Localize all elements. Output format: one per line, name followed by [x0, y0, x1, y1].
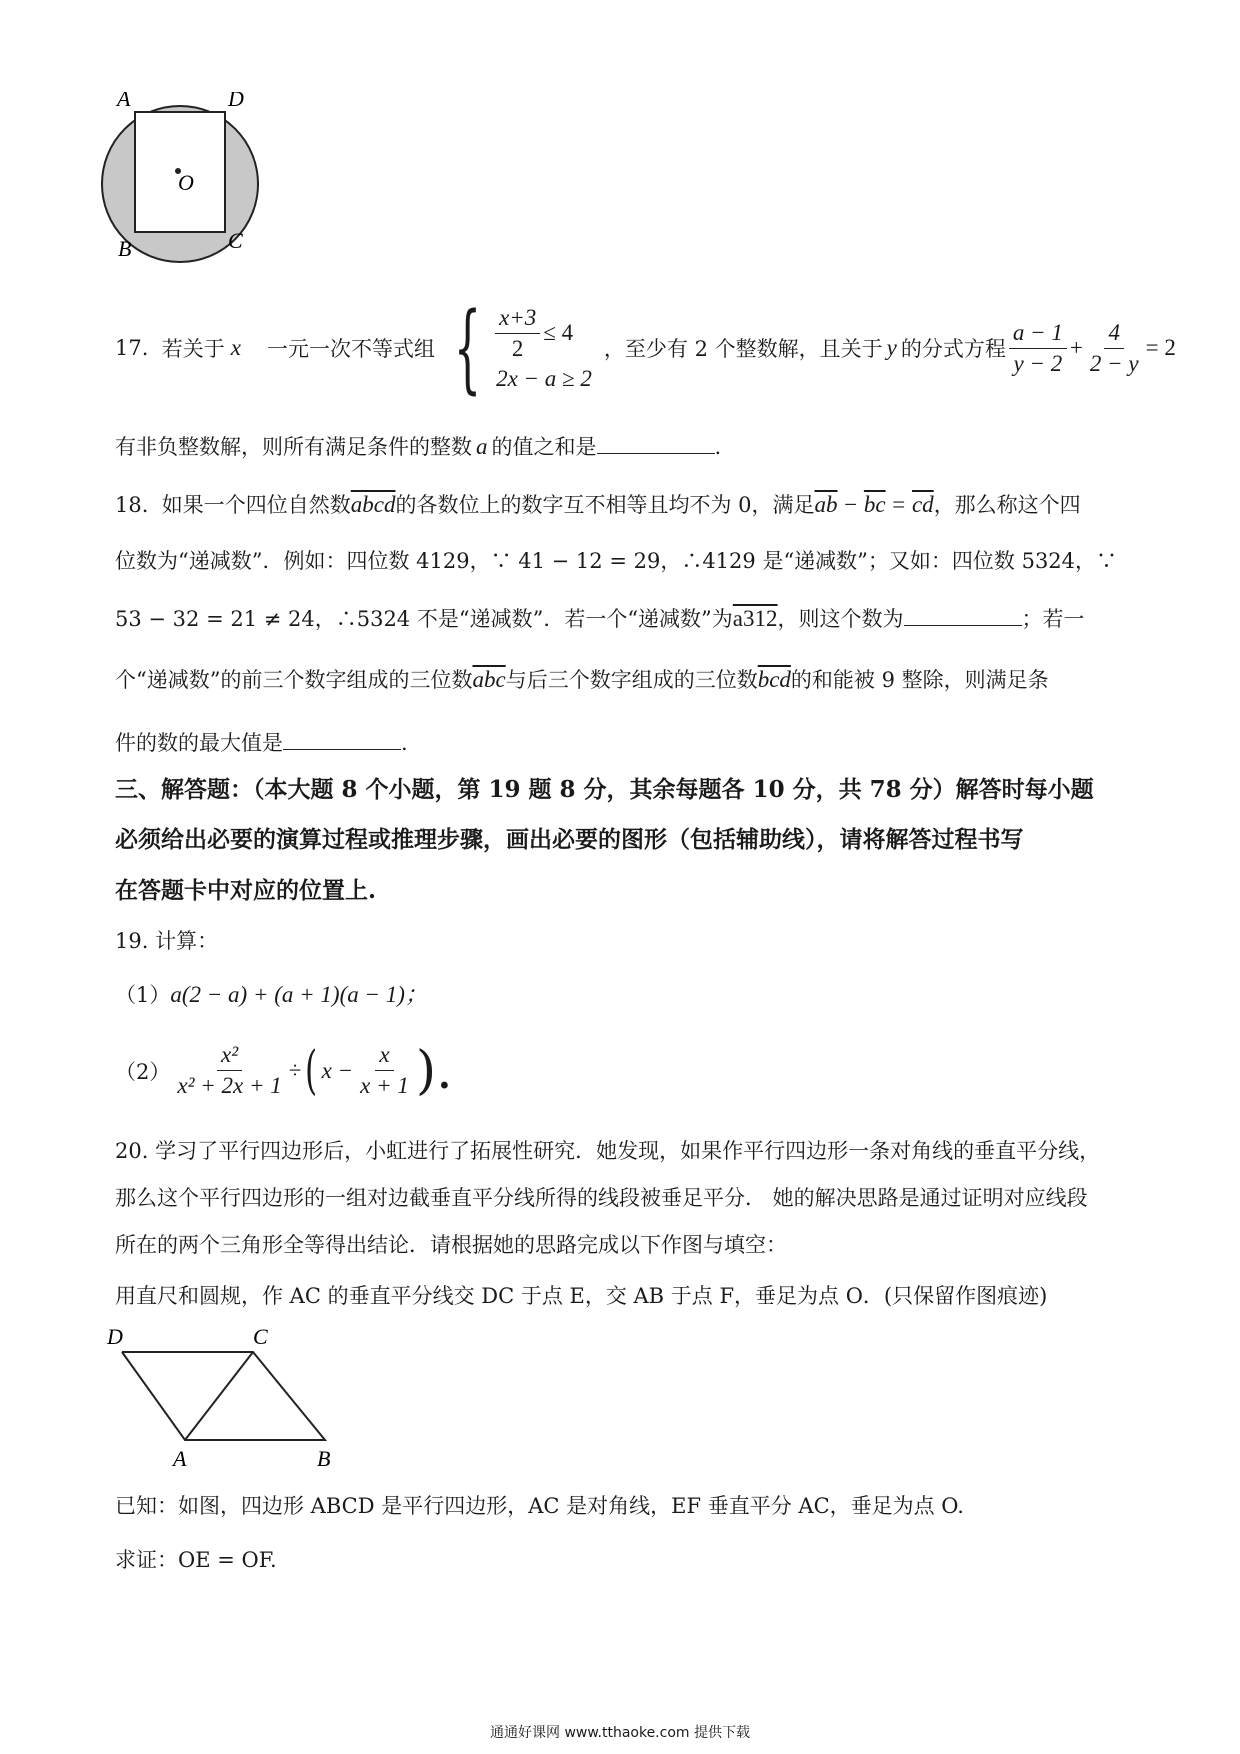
- label-o: O: [178, 170, 194, 195]
- q18-line1: 18. 如果一个四位自然数abcd的各数位上的数字互不相等且均不为 0，满足$\overline{ab} - \overline{bc} = \overline{cd}$，那么称这个四: [115, 492, 1081, 517]
- q19-part2: （2） $\frac{\text{x²}}{\text{x² + 2x + 1}}$ ÷ ( x − $\frac{x}{x + 1}$ ).: [115, 1040, 453, 1101]
- q17-text4: 的分式方程: [900, 337, 1006, 361]
- q17-text1: 若关于: [161, 337, 225, 361]
- q20-prove: 求证：OE = OF.: [115, 1548, 277, 1572]
- q17-x: x: [230, 335, 241, 360]
- label-a: A: [117, 92, 131, 111]
- label-c: C: [253, 1324, 268, 1349]
- q18-answer-blank-1[interactable]: [904, 607, 1022, 626]
- ineq-row2: 2x − a ≥ 2: [496, 365, 592, 391]
- left-brace: {: [453, 292, 482, 404]
- q20-given: 已知：如图，四边形 ABCD 是平行四边形，AC 是对角线，EF 垂直平分 AC，垂足为点 O.: [115, 1494, 964, 1518]
- q17-number: 17.: [115, 336, 149, 360]
- label-a: A: [173, 1446, 187, 1471]
- q18-line4: 个“递减数”的前三个数字组成的三位数$\overline{abc}$与后三个数字组成的三位数$\overline{bcd}$的和能被 9 整除，则满足条: [115, 667, 1049, 692]
- diagonal-ac: [185, 1352, 253, 1440]
- q20-line4: 用直尺和圆规，作 AC 的垂直平分线交 DC 于点 E，交 AB 于点 F，垂足为点 O．(只保留作图痕迹): [115, 1284, 1048, 1308]
- ineq-fraction: [495, 303, 540, 364]
- label-b: B: [118, 236, 132, 261]
- q17-text2: 一元一次不等式组: [266, 337, 435, 361]
- label-b: B: [317, 1446, 331, 1471]
- parallelogram-figure: [105, 1322, 345, 1472]
- label-c: C: [228, 228, 243, 253]
- q17-text3: ，至少有 2 个整数解，且关于: [603, 337, 883, 361]
- q20-line3: 所在的两个三角形全等得出结论．请根据她的思路完成以下作图与填空：: [115, 1233, 787, 1257]
- eq-fraction-1: $\frac{a - 1}{y - 2}$: [1009, 318, 1067, 379]
- q17-line1: 17. 若关于 x 一元一次不等式组 { $\frac{x+3}{2}$ ≤ 4 2x − a ≥ 2 ，至少有 2 个整数解，且关于 y 的分式方程 $\frac{a - 1}{y - 2}$ + $\frac{4}{2 - y}$ = 2: [115, 292, 1176, 404]
- q20-line2: 那么这个平行四边形的一组对边截垂直平分线所得的线段被垂足平分． 她的解决思路是通过证明对应线段: [115, 1186, 1088, 1210]
- section3-line2: 必须给出必要的演算过程或推理步骤，画出必要的图形（包括辅助线），请将解答过程书写: [115, 826, 1024, 853]
- q20-line1: 20. 学习了平行四边形后，小虹进行了拓展性研究．她发现，如果作平行四边形一条对角线的垂直平分线，: [115, 1139, 1101, 1163]
- q18-line3: 53 − 32 = 21 ≠ 24，∴5324 不是“递减数”．若一个“递减数”为a312，则这个数为 ；若一: [115, 606, 1085, 631]
- q19-part1: （1）a(2 − a) + (a + 1)(a − 1)；: [115, 982, 428, 1007]
- eq-fraction-2: $\frac{4}{2 - y}$: [1089, 319, 1139, 376]
- q17-line2: 有非负整数解，则所有满足条件的整数 a 的值之和是 .: [115, 434, 722, 459]
- q18-line5: 件的数的最大值是 .: [115, 731, 408, 755]
- ineq-rel1: ≤ 4: [543, 320, 574, 345]
- q19-title: 19. 计算：: [115, 929, 219, 953]
- ineq-den: 2: [511, 335, 524, 361]
- page-footer: 通通好课网 www.tthaoke.com 提供下载: [490, 1725, 750, 1741]
- part2-inner-fraction: $\frac{x}{x + 1}$: [360, 1042, 409, 1098]
- q18-answer-blank-2[interactable]: [283, 731, 401, 750]
- circle-rectangle-figure: [100, 92, 300, 292]
- eq-rhs: = 2: [1145, 335, 1176, 360]
- inequality-system: [437, 292, 592, 404]
- parallelogram-abcd: [122, 1352, 325, 1440]
- section3-line3: 在答题卡中对应的位置上.: [115, 877, 377, 904]
- q17-answer-blank[interactable]: [597, 435, 715, 454]
- q17-y: y: [886, 335, 897, 360]
- q18-line2: 位数为“递减数”．例如：四位数 4129，∵ 41 − 12 = 29，∴4129 是“递减数”；又如：四位数 5324，∵: [115, 549, 1118, 573]
- label-d: D: [228, 92, 244, 111]
- label-d: D: [107, 1324, 123, 1349]
- section3-line1: 三、解答题：（本大题 8 个小题，第 19 题 8 分，其余每题各 10 分，共 78 分）解答时每小题: [115, 776, 1094, 803]
- part2-fraction: $\frac{\text{x²}}{\text{x² + 2x + 1}}$: [177, 1042, 282, 1098]
- ineq-num: x+3: [495, 303, 540, 334]
